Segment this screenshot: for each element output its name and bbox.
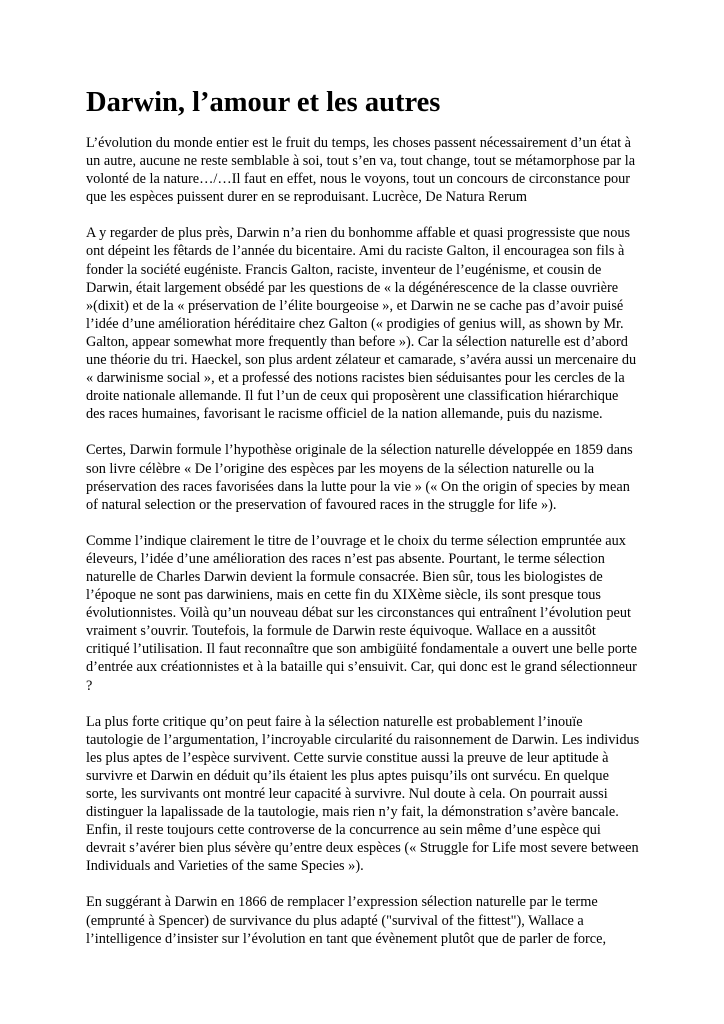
paragraph-lucrece-quote: L’évolution du monde entier est le fruit du temps, les choses passent nécessairement d’un état à un autre, aucune ne reste semblable à soi, tout s’en va, tout change, tout se métamorphose par la volonté de la nature…/…Il faut en effet, nous le voyons, tout un concours de circonstance pour que les espèces puissent durer en se reproduisant. Lucrèce, De Natura Rerum (86, 135, 636, 206)
paragraph-galton: A y regarder de plus près, Darwin n’a rien du bonhomme affable et quasi progressiste que nous ont dépeint les fêtards de l’année du bicentaire. Ami du raciste Galton, il encouragea son fils à fonder la société eugéniste. Francis Galton, raciste, inventeur de l’eugénisme, et cousin de Darwin, était largement obsédé par les questions de « la dégénérescence de la classe ouvrière »(dixit) et de la « préservation de l’élite bourgeoise », et Darwin ne se cache pas d’avoir puisé l’idée d’une amélioration héréditaire chez Galton (« prodigies of genius will, as shown by Mr. Galton, appear somewhat more frequently than before »). Car la sélection naturelle est d’abord une théorie du tri. Haeckel, son plus ardent zélateur et camarade, s’avéra aussi un mercenaire du « darwinisme social », et a professé des notions racistes bien séduisantes pour les cercles de la droite nationale allemande. Il fut l’un de ceux qui proposèrent une classification hiérarchique des races humaines, favorisant le racisme officiel de la nation allemande, puis du nazisme. (86, 225, 637, 423)
paragraph-wallace: En suggérant à Darwin en 1866 de remplacer l’expression sélection naturelle par le terme (emprunté à Spencer) de survivance du plus adapté ("survival of the fittest"), Wallace a l’intelligence d’insister sur l’évolution en tant que évènement plutôt que de parler de force, (86, 894, 607, 947)
paragraph-selection-term: Comme l’indique clairement le titre de l’ouvrage et le choix du terme sélection empruntée aux éleveurs, l’idée d’une amélioration des races n’est pas absente. Pourtant, le terme sélection naturelle de Charles Darwin devient la formule consacrée. Bien sûr, tous les biologistes de l’époque ne sont pas darwiniens, mais en cette fin du XIXème siècle, ils sont presque tous évolutionnistes. Voilà qu’un nouveau débat sur les circonstances qui entraînent l’évolution peut vraiment s’ouvrir. Toutefois, la formule de Darwin reste équivoque. Wallace en a aussitôt critiqué l’utilisation. Il faut reconnaître que son ambigüité fondamentale a ouvert une belle porte d’entrée aux créationnistes et à la bataille qui s’ensuivit. Car, qui donc est le grand sélectionneur ? (86, 532, 638, 694)
paragraph-origin-of-species: Certes, Darwin formule l’hypothèse originale de la sélection naturelle développée en 1859 dans son livre célèbre « De l’origine des espèces par les moyens de la sélection naturelle ou la préservation des races favorisées dans la lutte pour la vie » (« On the origin of species by mean of natural selection or the preservation of favoured races in the struggle for life »). (86, 442, 633, 513)
document-title: Darwin, l’amour et les autres (86, 87, 441, 118)
paragraph-tautology: La plus forte critique qu’on peut faire à la sélection naturelle est probablement l’inouïe tautologie de l’argumentation, l’incroyable circularité du raisonnement de Darwin. Les individus les plus aptes de l’espèce survivent. Cette survie constitue aussi la preuve de leur aptitude à survivre et Darwin en déduit qu’ils étaient les plus aptes puisqu’ils ont survécu. En quelque sorte, les survivants ont montré leur capacité à survivre. Nul doute à cela. On pourrait aussi distinguer la lapalissade de la tautologie, mais rien n’y fait, la démonstration s’avère bancale. Enfin, il reste toujours cette controverse de la concurrence au sein même d’une espèce qui devrait s’avérer bien plus sévère qu’entre deux espèces (« Struggle for Life most severe between Individuals and Varieties of the same Species »). (86, 713, 640, 875)
document-page (86, 86, 640, 966)
